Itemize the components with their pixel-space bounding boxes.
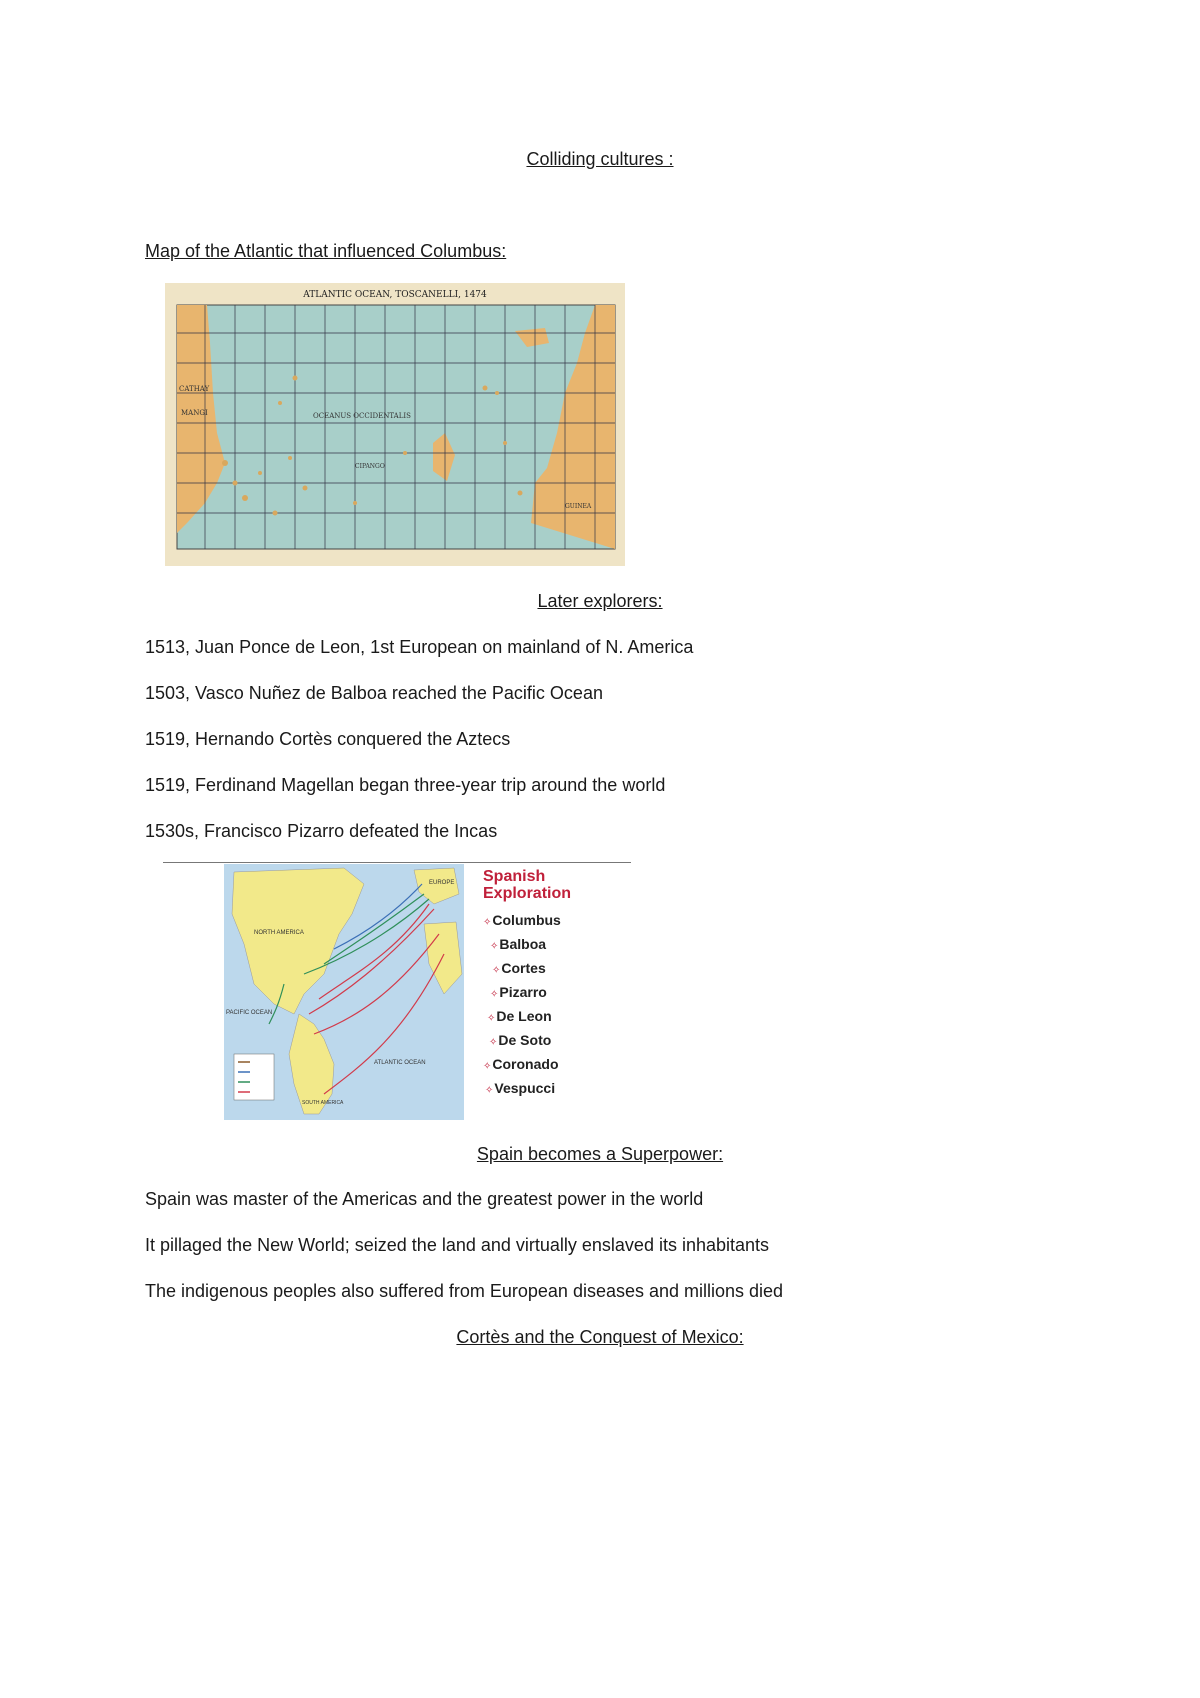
legend-title-line2: Exploration: [483, 885, 572, 902]
atlantic-label-cathay: CATHAY: [179, 385, 210, 393]
legend-item-coronado: ✧Coronado: [483, 1056, 559, 1072]
spain-map-label-europe: EUROPE: [429, 880, 455, 886]
spain-map-label-south-america: SOUTH AMERICA: [302, 1100, 344, 1106]
superpower-heading: Spain becomes a Superpower:: [476, 1144, 724, 1164]
atlantic-label-guinea: GUINEA: [565, 503, 592, 510]
explorer-entry: 1503, Vasco Nuñez de Balboa reached the Pacific Ocean: [145, 683, 603, 703]
legend-title-line1: Spanish: [483, 868, 546, 885]
legend-item-de-soto: ✧De Soto: [489, 1032, 552, 1048]
spain-map-label-pacific: PACIFIC OCEAN: [226, 1010, 273, 1016]
legend-item-balboa: ✧Balboa: [490, 936, 547, 952]
atlantic-map-title: ATLANTIC OCEAN, TOSCANELLI, 1474: [303, 290, 487, 300]
legend-item-pizarro: ✧Pizarro: [490, 984, 547, 1000]
spain-map-label-atlantic: ATLANTIC OCEAN: [374, 1060, 426, 1066]
legend-item-vespucci: ✧Vespucci: [485, 1080, 556, 1096]
page-title: Colliding cultures :: [526, 149, 674, 169]
atlantic-label-cipango: CIPANGO: [355, 463, 385, 470]
legend-item-de-leon: ✧De Leon: [487, 1008, 552, 1024]
superpower-point: Spain was master of the Americas and the greatest power in the world: [145, 1189, 704, 1209]
explorer-entry: 1513, Juan Ponce de Leon, 1st European on mainland of N. America: [145, 637, 694, 657]
toscanelli-map: [165, 283, 625, 566]
spain-map-label-north-america: NORTH AMERICA: [254, 930, 304, 936]
legend-item-cortes: ✧Cortes: [492, 960, 546, 976]
cortes-heading: Cortès and the Conquest of Mexico:: [456, 1327, 744, 1347]
atlantic-heading: Map of the Atlantic that influenced Columbus:: [145, 241, 507, 261]
superpower-point: It pillaged the New World; seized the land and virtually enslaved its inhabitants: [145, 1235, 770, 1255]
explorer-entry: 1530s, Francisco Pizarro defeated the Incas: [145, 821, 498, 841]
superpower-point: The indigenous peoples also suffered from European diseases and millions died: [145, 1281, 784, 1301]
legend-item-columbus: ✧Columbus: [483, 912, 561, 928]
explorer-entry: 1519, Ferdinand Magellan began three-year trip around the world: [145, 775, 666, 795]
explorer-entry: 1519, Hernando Cortès conquered the Aztecs: [145, 729, 511, 749]
explorers-heading: Later explorers:: [537, 591, 663, 611]
legend-title: [483, 868, 571, 902]
spanish-exploration-map: [224, 864, 464, 1120]
atlantic-label-mangi: MANGI: [181, 409, 208, 417]
divider: [163, 862, 631, 863]
atlantic-label-ocean: OCEANUS OCCIDENTALIS: [313, 412, 411, 420]
